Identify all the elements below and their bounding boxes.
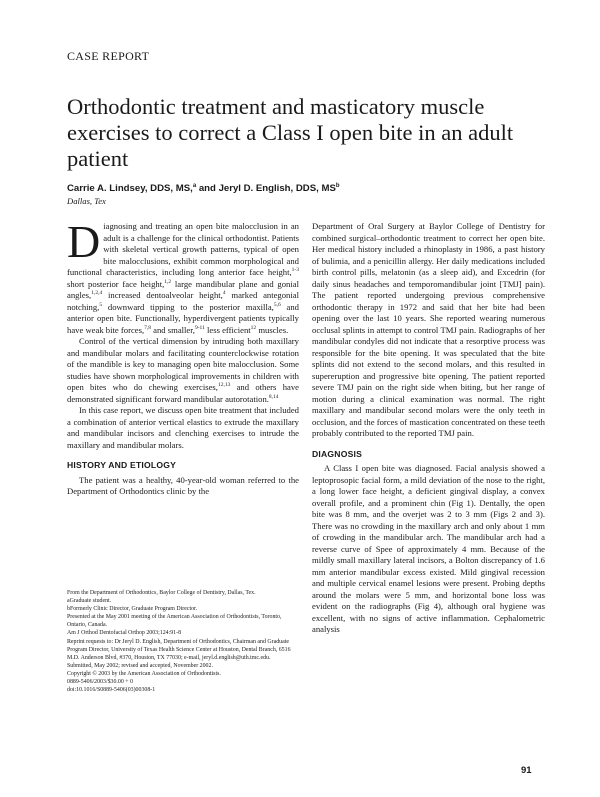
intro-text: and anterior open bite. Functionally, hyperdivergent patients typically have weak bite forces, — [67, 301, 299, 335]
author-1-affiliation-mark: a — [192, 183, 197, 189]
citation: 8,14 — [268, 393, 279, 400]
intro-text: iagnosing and treating an open bite malocclusion in an adult is a challenge for the clinical orthodontist. Patients with skeletal vertical growth patterns, typical of open bite malocclusions, exhibit common morphological and functional characteristics, including long anterior face height, — [67, 221, 299, 277]
citation: 1,2 — [164, 278, 172, 285]
intro-text: less efficient — [204, 324, 251, 335]
citation: 9-11 — [194, 324, 205, 331]
citation: 12,13 — [217, 382, 231, 389]
author-line — [67, 183, 340, 194]
author-2: Jeryl D. English, DDS, MS — [218, 183, 336, 195]
section-label: CASE REPORT — [67, 49, 150, 63]
page-number: 91 — [521, 765, 532, 776]
body-paragraph: Department of Oral Surgery at Baylor College of Dentistry for combined surgical–orthodontic treatment to correct her open bite. Her medical history included a rhinoplasty in 1986, a past history of bulimia, and a penicillin allergy. Her daily medications included birth control pills, melatonin (as a sleep aid), and Excedrin (for daily sinus headaches and temporomandibular joint [TMJ] pain). The patient reported undergoing previous comprehensive orthodontic therapy in 1972 and said that her bite had been opening over the last 10 years. She reported wearing numerous occlusal splints in attempt to control TMJ pain. Radiographs of her mandibular condyles did not indicate that a resorptive process was responsible for the bite opening. It was speculated that the bite splints did not extend to the second molars, and this resulted in supereruption and progressive bite opening. The patient reported severe TMJ pain on the right side when biting, but her range of motion during a clinical examination was normal. The right maxillary and mandibular second molars were the only teeth in occlusion, and the forces of mastication concentrated on these teeth probably contributed to the reported TMJ pain. — [312, 221, 545, 438]
left-column — [67, 216, 299, 498]
citation: 1-3 — [291, 267, 299, 274]
footnote-a: aGraduate student. — [67, 598, 112, 605]
article-title: Orthodontic treatment and masticatory muscle exercises to correct a Class I open bite in an adult patient — [67, 94, 514, 171]
drop-cap: D — [67, 216, 101, 267]
citation: 1,2,4 — [91, 290, 103, 297]
author-1: Carrie A. Lindsey, DDS, MS, — [67, 183, 193, 195]
citation: 4 — [222, 290, 226, 297]
footnote-journal: Am J Orthod Dentofacial Orthop 2003;124:91-8 — [67, 630, 182, 637]
author-conjunction: and — [196, 183, 219, 195]
body-paragraph: The patient was a healthy, 40-year-old woman referred to the Department of Orthodontics clinic by the — [67, 474, 299, 496]
intro-text: marked antegonial notching, — [67, 290, 299, 312]
citation: 5,6 — [273, 301, 281, 308]
section-heading-diagnosis: DIAGNOSIS — [312, 448, 363, 459]
intro-text: muscles. — [256, 324, 289, 335]
intro-text: downward tipping to the posterior maxilla, — [102, 301, 274, 312]
body-text: and others have demonstrated significant forward mandibular autorotation. — [67, 382, 299, 404]
intro-text: increased dentoalveolar height, — [102, 290, 223, 300]
footnote-b: bFormerly Clinic Director, Graduate Program Director. — [67, 606, 198, 613]
body-text: Control of the vertical dimension by intruding both maxillary and mandibular molars and facilitating counterclockwise rotation of the mandible is key to managing open bite malocclusion. Some studies have shown morphological improvements in children with open bites who do chewing exercises, — [67, 336, 299, 392]
citation: 12 — [250, 324, 257, 331]
body-paragraph: In this case report, we discuss open bite treatment that included a combination of anterior vertical elastics to extrude the maxillary and mandibular incisors and clenching exercises to intrude the maxillary and mandibular molars. — [67, 405, 299, 450]
footnote-submitted: Submitted, May 2002; revised and accepted, November 2002. — [67, 662, 213, 669]
body-paragraph: A Class I open bite was diagnosed. Facial analysis showed a leptoprosopic facial form, a mild deviation of the nose to the right, a long lower face height, a deficient gingival display, a convex overall profile, and a prominent chin (Fig 1). Dentally, the open bite was 8 mm, and the overjet was 2 to 3 mm (Figs 2 and 3). There was no crowding in the maxillary arch and only about 1 mm of crowding in the mandibular arch. The mandibular arch had a reverse curve of Spee of approximately 4 mm. Because of the mildly small maxillary lateral incisors, a Bolton discrepancy of 1.6 mm anterior mandibular excess existed. Mild gingival recession and multiple cervical enamel lesions were present. Probing depths around the molars were 5 mm, and horizontal bone loss was evident on the radiographs (Fig 4), although oral hygiene was excellent, with no signs of active inflammation. Cephalometric analysis — [312, 463, 545, 634]
footnote-presented: Presented at the May 2001 meeting of the American Association of Orthodontists, Toronto, Ontario, Canada. — [67, 614, 282, 629]
intro-text: large mandibular plane and gonial angles, — [67, 278, 299, 300]
footnote-doi: doi:10.1016/S0889-5406(03)00308-1 — [67, 687, 156, 694]
right-column — [312, 221, 545, 636]
intro-text: and smaller, — [150, 324, 195, 335]
citation: 5 — [99, 301, 103, 308]
body-paragraph — [67, 336, 299, 405]
footnote-issn: 0889-5406/2003/$30.00 + 0 — [67, 679, 133, 686]
footnote-affiliation: From the Department of Orthodontics, Baylor College of Dentistry, Dallas, Tex. — [67, 590, 256, 596]
intro-text: short posterior face height, — [67, 278, 165, 289]
author-2-affiliation-mark: b — [335, 183, 340, 189]
footnotes — [67, 589, 302, 694]
footnote-copyright: Copyright © 2003 by the American Association of Orthodontists. — [67, 670, 221, 677]
footnote-reprint: Reprint requests to: Dr Jeryl D. English, Department of Orthodontics, Chairman and Graduate Program Director, University of Texas Health Science Center at Houston, Dental Branch, 6516 M.D. Anderson Blvd, #370, Houston, TX 77030; e-mail, jeryl.d.english@uth.tmc.edu. — [67, 638, 291, 661]
author-location: Dallas, Tex — [67, 196, 106, 206]
citation: 7,8 — [144, 324, 151, 331]
section-heading-history: HISTORY AND ETIOLOGY — [67, 460, 177, 470]
intro-paragraph — [67, 216, 299, 336]
